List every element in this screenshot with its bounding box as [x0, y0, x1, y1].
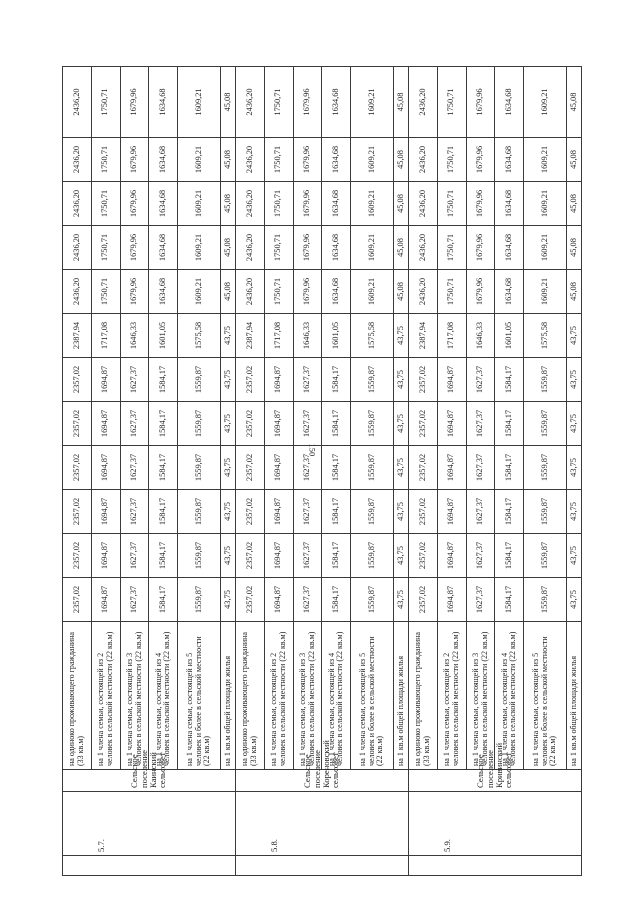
- value-cell: 1627,37: [293, 402, 322, 446]
- value-cell: 45,08: [393, 67, 408, 138]
- value-cell: 1627,37: [466, 534, 495, 578]
- value-cell: 1694,87: [264, 490, 293, 534]
- rotated-table-wrapper: [62, 66, 582, 876]
- value-cell: 1609,21: [524, 67, 566, 138]
- value-cell: 45,08: [566, 270, 581, 314]
- value-cell: 1717,08: [437, 314, 466, 358]
- value-cell: 1750,71: [437, 138, 466, 182]
- table-row: [235, 67, 264, 876]
- value-cell: 1559,87: [351, 402, 393, 446]
- value-cell: 1584,17: [149, 578, 178, 622]
- tariff-table: [62, 66, 582, 876]
- value-cell: 1559,87: [178, 446, 220, 490]
- value-cell: 1694,87: [91, 578, 120, 622]
- value-cell: 1601,05: [149, 314, 178, 358]
- value-cell: 1584,17: [495, 490, 524, 534]
- value-cell: 1609,21: [351, 226, 393, 270]
- value-cell: 1609,21: [524, 138, 566, 182]
- value-cell: 1694,87: [91, 446, 120, 490]
- blank-column-cell: [235, 856, 408, 876]
- value-cell: 2436,20: [408, 182, 437, 226]
- table-row: [495, 67, 524, 876]
- value-cell: 2357,02: [63, 534, 92, 578]
- value-cell: 2436,20: [408, 226, 437, 270]
- value-cell: 1559,87: [351, 534, 393, 578]
- value-cell: 1679,96: [120, 270, 149, 314]
- value-cell: 1634,68: [322, 67, 351, 138]
- value-cell: 43,75: [220, 490, 235, 534]
- value-cell: 43,75: [393, 446, 408, 490]
- row-description: на 1 члена семьи, состоящей из 5 человек и более в сельской местности (22 кв.м): [351, 622, 393, 770]
- value-cell: 1750,71: [91, 67, 120, 138]
- value-cell: 1646,33: [466, 314, 495, 358]
- value-cell: 1694,87: [264, 358, 293, 402]
- value-cell: 1646,33: [293, 314, 322, 358]
- value-cell: 2387,94: [235, 314, 264, 358]
- table-row: [264, 67, 293, 876]
- value-cell: 1694,87: [437, 578, 466, 622]
- value-cell: 1559,87: [524, 578, 566, 622]
- value-cell: 1646,33: [120, 314, 149, 358]
- value-cell: 1584,17: [495, 446, 524, 490]
- value-cell: 1609,21: [178, 138, 220, 182]
- value-cell: 1584,17: [495, 534, 524, 578]
- value-cell: 1627,37: [120, 358, 149, 402]
- value-cell: 1559,87: [178, 578, 220, 622]
- value-cell: 2436,20: [235, 67, 264, 138]
- value-cell: 2357,02: [408, 490, 437, 534]
- table-row: [351, 67, 393, 876]
- table-row: [408, 67, 437, 876]
- value-cell: 1627,37: [120, 490, 149, 534]
- value-cell: 2387,94: [408, 314, 437, 358]
- value-cell: 1584,17: [322, 490, 351, 534]
- value-cell: 1750,71: [264, 270, 293, 314]
- value-cell: 45,08: [220, 67, 235, 138]
- value-cell: 2357,02: [235, 490, 264, 534]
- value-cell: 43,75: [393, 578, 408, 622]
- value-cell: 2436,20: [235, 226, 264, 270]
- value-cell: 1609,21: [178, 67, 220, 138]
- value-cell: 2357,02: [408, 534, 437, 578]
- value-cell: 1634,68: [149, 67, 178, 138]
- value-cell: 43,75: [566, 578, 581, 622]
- value-cell: 1694,87: [91, 534, 120, 578]
- value-cell: 1584,17: [149, 534, 178, 578]
- value-cell: 1679,96: [120, 226, 149, 270]
- value-cell: 1694,87: [264, 534, 293, 578]
- value-cell: 1634,68: [322, 270, 351, 314]
- blank-column-cell: [63, 856, 236, 876]
- value-cell: 45,08: [393, 138, 408, 182]
- value-cell: 1575,58: [178, 314, 220, 358]
- value-cell: 1634,68: [149, 182, 178, 226]
- table-body: [63, 67, 582, 876]
- value-cell: 1694,87: [264, 446, 293, 490]
- table-row: [149, 67, 178, 876]
- value-cell: 1634,68: [495, 138, 524, 182]
- value-cell: 1559,87: [351, 578, 393, 622]
- value-cell: 1584,17: [322, 578, 351, 622]
- value-cell: 1627,37: [293, 446, 322, 490]
- value-cell: 1679,96: [293, 138, 322, 182]
- value-cell: 1694,87: [437, 402, 466, 446]
- value-cell: 1679,96: [466, 182, 495, 226]
- value-cell: 1627,37: [466, 402, 495, 446]
- value-cell: 43,75: [393, 358, 408, 402]
- value-cell: 1627,37: [293, 490, 322, 534]
- value-cell: 1559,87: [178, 534, 220, 578]
- value-cell: 43,75: [220, 534, 235, 578]
- value-cell: 1717,08: [264, 314, 293, 358]
- value-cell: 1634,68: [495, 270, 524, 314]
- value-cell: 1559,87: [351, 446, 393, 490]
- value-cell: 1750,71: [264, 138, 293, 182]
- value-cell: 2357,02: [235, 534, 264, 578]
- value-cell: 1609,21: [351, 270, 393, 314]
- value-cell: 1634,68: [322, 226, 351, 270]
- value-cell: 2357,02: [63, 490, 92, 534]
- value-cell: 1559,87: [178, 490, 220, 534]
- value-cell: 2357,02: [63, 446, 92, 490]
- value-cell: 43,75: [220, 402, 235, 446]
- value-cell: 2436,20: [408, 270, 437, 314]
- value-cell: 1559,87: [351, 490, 393, 534]
- value-cell: 1559,87: [524, 358, 566, 402]
- value-cell: 2357,02: [63, 402, 92, 446]
- value-cell: 45,08: [393, 270, 408, 314]
- value-cell: 43,75: [393, 402, 408, 446]
- value-cell: 1627,37: [466, 446, 495, 490]
- value-cell: 43,75: [566, 446, 581, 490]
- value-cell: 1750,71: [91, 182, 120, 226]
- value-cell: 1679,96: [293, 182, 322, 226]
- row-description: на 1 члена семьи, состоящей из 4 человек в сельской местности (22 кв.м): [322, 622, 351, 770]
- value-cell: 1694,87: [91, 402, 120, 446]
- value-cell: 1584,17: [495, 402, 524, 446]
- value-cell: 2436,20: [408, 138, 437, 182]
- value-cell: 1627,37: [120, 534, 149, 578]
- value-cell: 1609,21: [524, 226, 566, 270]
- value-cell: 1679,96: [120, 182, 149, 226]
- value-cell: 1559,87: [178, 358, 220, 402]
- value-cell: 43,75: [566, 314, 581, 358]
- value-cell: 45,08: [566, 67, 581, 138]
- row-description: на одиноко проживающего гражданина (33 кв.м): [408, 622, 437, 770]
- value-cell: 2436,20: [63, 67, 92, 138]
- value-cell: 1750,71: [437, 226, 466, 270]
- value-cell: 1750,71: [91, 138, 120, 182]
- row-description: на 1 члена семьи, состоящей из 5 человек и более в сельской местности (22 кв.м): [178, 622, 220, 770]
- value-cell: 1750,71: [437, 67, 466, 138]
- value-cell: 1584,17: [149, 402, 178, 446]
- value-cell: 1679,96: [293, 270, 322, 314]
- value-cell: 1609,21: [524, 182, 566, 226]
- table-row: [63, 67, 92, 876]
- value-cell: 1694,87: [437, 534, 466, 578]
- row-description: на 1 члена семьи, состоящей из 2 человек в сельской местности (22 кв.м): [437, 622, 466, 770]
- value-cell: 1694,87: [91, 358, 120, 402]
- value-cell: 1584,17: [495, 358, 524, 402]
- value-cell: 1559,87: [524, 534, 566, 578]
- value-cell: 1575,58: [351, 314, 393, 358]
- row-description: на одиноко проживающего гражданина (33 кв.м): [63, 622, 92, 770]
- value-cell: 43,75: [393, 534, 408, 578]
- value-cell: 1694,87: [437, 446, 466, 490]
- value-cell: 43,75: [393, 314, 408, 358]
- value-cell: 1559,87: [524, 402, 566, 446]
- value-cell: 1679,96: [293, 67, 322, 138]
- value-cell: 1609,21: [178, 270, 220, 314]
- value-cell: 1627,37: [466, 490, 495, 534]
- section-number: 5.8.: [235, 792, 408, 856]
- value-cell: 1634,68: [322, 138, 351, 182]
- value-cell: 1559,87: [178, 402, 220, 446]
- value-cell: 2436,20: [63, 270, 92, 314]
- table-row: [220, 67, 235, 876]
- value-cell: 1627,37: [293, 358, 322, 402]
- value-cell: 2357,02: [235, 446, 264, 490]
- value-cell: 2387,94: [63, 314, 92, 358]
- value-cell: 45,08: [220, 226, 235, 270]
- value-cell: 45,08: [566, 226, 581, 270]
- row-description: на 1 члена семьи, состоящей из 2 человек в сельской местности (22 кв.м): [264, 622, 293, 770]
- value-cell: 1750,71: [264, 67, 293, 138]
- value-cell: 45,08: [220, 138, 235, 182]
- value-cell: 1584,17: [149, 446, 178, 490]
- value-cell: 43,75: [220, 446, 235, 490]
- value-cell: 1694,87: [91, 490, 120, 534]
- value-cell: 1609,21: [351, 67, 393, 138]
- value-cell: 2436,20: [63, 182, 92, 226]
- value-cell: 2436,20: [235, 138, 264, 182]
- value-cell: 1679,96: [466, 67, 495, 138]
- blank-column-cell: [408, 856, 581, 876]
- value-cell: 45,08: [220, 270, 235, 314]
- value-cell: 1679,96: [466, 226, 495, 270]
- value-cell: 1717,08: [91, 314, 120, 358]
- row-description: на 1 члена семьи, состоящей из 4 человек в сельской местности (22 кв.м): [149, 622, 178, 770]
- value-cell: 1679,96: [120, 67, 149, 138]
- value-cell: 2357,02: [408, 402, 437, 446]
- table-row: [91, 67, 120, 876]
- value-cell: 43,75: [566, 358, 581, 402]
- value-cell: 1601,05: [495, 314, 524, 358]
- value-cell: 1750,71: [91, 270, 120, 314]
- value-cell: 2357,02: [408, 578, 437, 622]
- value-cell: 1609,21: [524, 270, 566, 314]
- settlement-name: Сельское поселение Каинский сельсовет: [63, 770, 236, 792]
- value-cell: 2436,20: [63, 138, 92, 182]
- table-row: [393, 67, 408, 876]
- row-description: на одиноко проживающего гражданина (33 кв.м): [235, 622, 264, 770]
- value-cell: 45,08: [220, 182, 235, 226]
- value-cell: 1679,96: [466, 270, 495, 314]
- table-row: [566, 67, 581, 876]
- value-cell: 1627,37: [466, 358, 495, 402]
- row-description: на 1 члена семьи, состоящей из 5 человек и более в сельской местности (22 кв.м): [524, 622, 566, 770]
- settlement-name: Сельское поселение Кореновский сельсовет: [235, 770, 408, 792]
- value-cell: 1694,87: [437, 358, 466, 402]
- value-cell: 1679,96: [293, 226, 322, 270]
- table-row: [437, 67, 466, 876]
- value-cell: 2357,02: [408, 446, 437, 490]
- value-cell: 45,08: [566, 138, 581, 182]
- value-cell: 1575,58: [524, 314, 566, 358]
- value-cell: 2436,20: [235, 182, 264, 226]
- value-cell: 1679,96: [120, 138, 149, 182]
- value-cell: 2357,02: [235, 358, 264, 402]
- value-cell: 43,75: [566, 534, 581, 578]
- table-row: [524, 67, 566, 876]
- section-number: 5.9.: [408, 792, 581, 856]
- value-cell: 2357,02: [235, 402, 264, 446]
- value-cell: 1609,21: [351, 182, 393, 226]
- value-cell: 43,75: [566, 402, 581, 446]
- value-cell: 1584,17: [149, 490, 178, 534]
- value-cell: 1559,87: [524, 446, 566, 490]
- value-cell: 45,08: [393, 182, 408, 226]
- value-cell: 2357,02: [63, 578, 92, 622]
- value-cell: 1694,87: [264, 578, 293, 622]
- value-cell: 43,75: [393, 490, 408, 534]
- value-cell: 1634,68: [495, 67, 524, 138]
- value-cell: 1559,87: [524, 490, 566, 534]
- value-cell: 2436,20: [408, 67, 437, 138]
- table-row: [178, 67, 220, 876]
- value-cell: 2357,02: [408, 358, 437, 402]
- section-number: 5.7.: [63, 792, 236, 856]
- value-cell: 43,75: [220, 358, 235, 402]
- row-description: на 1 члена семьи, состоящей из 4 человек в сельской местности (22 кв.м): [495, 622, 524, 770]
- value-cell: 1694,87: [264, 402, 293, 446]
- value-cell: 1634,68: [149, 226, 178, 270]
- value-cell: 1584,17: [322, 446, 351, 490]
- row-description: на 1 члена семьи, состоящей из 3 человек в сельской местности (22 кв.м): [120, 622, 149, 770]
- value-cell: 1627,37: [466, 578, 495, 622]
- value-cell: 1609,21: [351, 138, 393, 182]
- value-cell: 2357,02: [63, 358, 92, 402]
- value-cell: 45,08: [393, 226, 408, 270]
- value-cell: 1601,05: [322, 314, 351, 358]
- value-cell: 1584,17: [322, 358, 351, 402]
- value-cell: 2436,20: [235, 270, 264, 314]
- value-cell: 1634,68: [322, 182, 351, 226]
- row-description: на 1 члена семьи, состоящей из 3 человек в сельской местности (22 кв.м): [466, 622, 495, 770]
- value-cell: 1584,17: [149, 358, 178, 402]
- value-cell: 1627,37: [120, 402, 149, 446]
- value-cell: 1694,87: [437, 490, 466, 534]
- page-number: 150: [307, 443, 317, 457]
- value-cell: 1750,71: [264, 226, 293, 270]
- value-cell: 1627,37: [120, 578, 149, 622]
- value-cell: 1634,68: [149, 138, 178, 182]
- value-cell: 1750,71: [437, 270, 466, 314]
- row-description: на 1 члена семьи, состоящей из 2 человек в сельской местности (22 кв.м): [91, 622, 120, 770]
- value-cell: 43,75: [566, 490, 581, 534]
- row-description: на 1 кв.м общей площади жилья: [393, 622, 408, 770]
- value-cell: 1750,71: [264, 182, 293, 226]
- value-cell: 1584,17: [495, 578, 524, 622]
- value-cell: 43,75: [220, 314, 235, 358]
- value-cell: 2436,20: [63, 226, 92, 270]
- value-cell: 1627,37: [120, 446, 149, 490]
- value-cell: 1627,37: [293, 578, 322, 622]
- value-cell: 1634,68: [495, 182, 524, 226]
- value-cell: 1584,17: [322, 402, 351, 446]
- table-row: [322, 67, 351, 876]
- value-cell: 1679,96: [466, 138, 495, 182]
- value-cell: 2357,02: [235, 578, 264, 622]
- row-description: на 1 кв.м общей площади жилья: [566, 622, 581, 770]
- value-cell: 1634,68: [149, 270, 178, 314]
- value-cell: 1584,17: [322, 534, 351, 578]
- value-cell: 1559,87: [351, 358, 393, 402]
- value-cell: 1627,37: [293, 534, 322, 578]
- value-cell: 1634,68: [495, 226, 524, 270]
- value-cell: 43,75: [220, 578, 235, 622]
- row-description: на 1 члена семьи, состоящей из 3 человек в сельской местности (22 кв.м): [293, 622, 322, 770]
- value-cell: 1750,71: [91, 226, 120, 270]
- value-cell: 1609,21: [178, 226, 220, 270]
- settlement-name: Сельское поселение Кривинский сельсовет: [408, 770, 581, 792]
- value-cell: 1750,71: [437, 182, 466, 226]
- row-description: на 1 кв.м общей площади жилья: [220, 622, 235, 770]
- value-cell: 1609,21: [178, 182, 220, 226]
- value-cell: 45,08: [566, 182, 581, 226]
